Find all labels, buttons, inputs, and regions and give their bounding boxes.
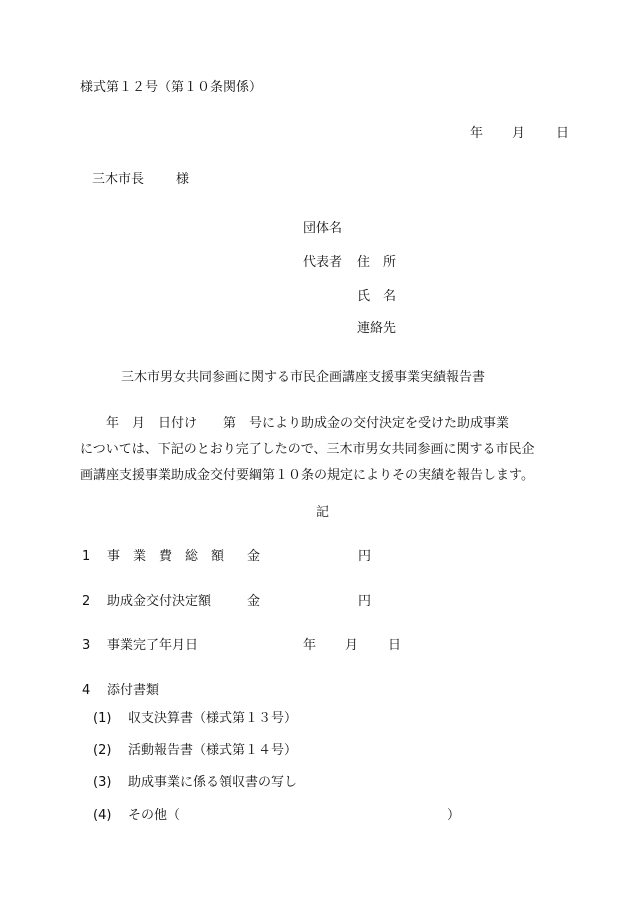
attachment-number: (1): [93, 711, 112, 726]
attachment-close-paren: ）: [447, 808, 461, 823]
representative-label: 代表者: [303, 255, 343, 270]
form-number: 様式第１２号（第１０条関係）: [80, 80, 263, 95]
attachment-text: 助成事業に係る領収書の写し: [128, 775, 298, 790]
item-unit: 円: [358, 594, 372, 609]
name-label: 氏 名: [357, 289, 397, 304]
item-label: 事業完了年月日: [107, 638, 199, 653]
attachment-text: その他（: [128, 808, 181, 823]
body-line-1: 年 月 日付け 第 号により助成金の交付決定を受けた助成事業: [80, 416, 510, 431]
item-day: 日: [388, 638, 402, 653]
item-label: 事 業 費 総 額: [107, 549, 225, 564]
attachment-text: 収支決算書（様式第１３号）: [128, 711, 298, 726]
date-month: 月: [512, 126, 526, 141]
attachment-text: 活動報告書（様式第１４号）: [128, 743, 298, 758]
date-day: 日: [556, 126, 570, 141]
date-year: 年: [470, 126, 484, 141]
group-name-label: 団体名: [303, 221, 343, 236]
body-paragraph: [80, 411, 570, 489]
item-prefix: 金: [247, 594, 261, 609]
document-title: 三木市男女共同参画に関する市民企画講座支援事業実績報告書: [121, 370, 486, 385]
attachment-number: (4): [93, 808, 112, 823]
item-prefix: 金: [247, 549, 261, 564]
ki-heading: 記: [316, 505, 330, 520]
addressee-honorific: 様: [176, 172, 190, 187]
attachment-number: (3): [93, 775, 112, 790]
item-year: 年: [303, 638, 317, 653]
contact-label: 連絡先: [357, 321, 397, 336]
item-number: 4: [82, 683, 91, 698]
item-number: 2: [82, 594, 91, 609]
attachment-number: (2): [93, 743, 112, 758]
item-label: 添付書類: [107, 683, 160, 698]
item-unit: 円: [358, 549, 372, 564]
item-number: 1: [82, 549, 91, 564]
address-label: 住 所: [357, 255, 397, 270]
item-month: 月: [345, 638, 359, 653]
addressee-name: 三木市長: [92, 172, 145, 187]
item-label: 助成金交付決定額: [107, 594, 212, 609]
body-line-3: 画講座支援事業助成金交付要綱第１０条の規定によりその実績を報告します。: [80, 468, 534, 483]
item-number: 3: [82, 638, 91, 653]
body-line-2: については、下記のとおり完了したので、三木市男女共同参画に関する市民企: [80, 442, 535, 457]
